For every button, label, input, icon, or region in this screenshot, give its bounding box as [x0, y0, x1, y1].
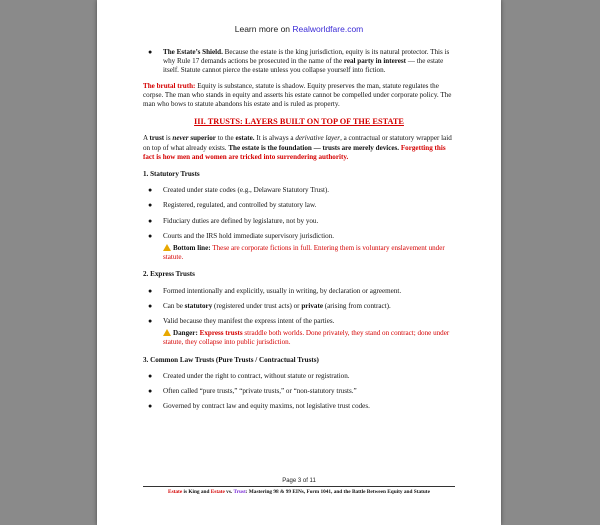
list-item-text: Often called “pure trusts,” “private trusts,” or “non-statutory trusts.” [163, 387, 357, 396]
list-item [143, 232, 455, 263]
list-item-text: Created under state codes (e.g., Delaware Statutory Trust). [163, 186, 330, 195]
text: is [164, 134, 173, 143]
page-number: Page 3 of 11 [282, 478, 316, 484]
bullet-dot: ● [148, 371, 153, 380]
bullet-bold: real party in interest [343, 57, 407, 66]
text: Estate [210, 489, 225, 495]
bullet-dot: ● [148, 286, 153, 295]
bullet-dot: ● [148, 216, 153, 225]
list-item [143, 317, 455, 348]
header-link[interactable]: Realworldfare.com [292, 24, 364, 34]
list-item [143, 186, 455, 195]
list-item-text: Fiduciary duties are defined by legislature, not by you. [163, 216, 319, 225]
danger-bold: Express trusts [197, 329, 243, 338]
document-page [97, 0, 501, 525]
list-item [143, 287, 455, 296]
bullet-dot: ● [148, 317, 153, 326]
note-label: Bottom line: [173, 244, 211, 253]
page-header [97, 24, 501, 34]
list-item-text: Created under the right to contract, without statute or registration. [163, 371, 350, 380]
brutal-truth-label: The brutal truth: [143, 81, 196, 90]
bottom-line-note [163, 244, 455, 262]
text: derivative layer [295, 134, 341, 143]
text: trust [149, 134, 165, 143]
text: : Mastering 98 & 99 EINs, Form 1041, and the Battle Between Equity and Statute [245, 489, 430, 495]
danger-label: Danger: [173, 329, 198, 338]
text: statutory [184, 301, 213, 310]
brutal-truth-paragraph [143, 82, 455, 110]
text: , a contractual or statutory wrapper laid on top of what already exists. [143, 134, 452, 152]
bullet-dot: ● [148, 301, 153, 310]
text: Trust [233, 489, 246, 495]
footer-title [97, 489, 501, 495]
text: never [172, 134, 189, 143]
list-item-text: Courts and the IRS hold immediate supervisory jurisdiction. [163, 231, 335, 240]
list-item-text: Registered, regulated, and controlled by statutory law. [163, 201, 317, 210]
header-prefix: Learn more on [234, 24, 293, 34]
section-title: III. TRUSTS: LAYERS BUILT ON TOP OF THE ESTATE [194, 117, 404, 127]
text: The estate is the foundation — trusts are merely devices. [228, 143, 400, 152]
list-item [143, 302, 455, 311]
bullet-text: Because the estate is the king jurisdiction, equity is its natural protector. This is why Rule 17 demands actions be prosecuted in the name of the [163, 48, 450, 66]
footer-divider [143, 486, 455, 487]
bullet-dot: ● [148, 387, 153, 396]
list-item-text: Governed by contract law and equity maxims, not legislative trust codes. [163, 402, 370, 411]
bullet-dot: ● [148, 231, 153, 240]
list-item [143, 387, 455, 396]
bullet-title: The Estate’s Shield. [163, 48, 223, 56]
note-text: These are corporate fictions in full. Entering them is voluntary enslavement under statute. [163, 244, 445, 262]
express-heading: 2. Express Trusts [143, 270, 195, 279]
list-item [143, 201, 455, 210]
text: Forgetting this fact is how men and women are tricked into surrendering authority. [143, 143, 446, 161]
text: A [143, 134, 150, 143]
brutal-truth-text: Equity is substance, statute is shadow. Equity preserves the man, statute regulates the corpse. The man who stands in equity and asserts his estate cannot be compelled under corporate policy. The man who bows to statute abandons his estate and is ruled as property. [143, 81, 452, 109]
list-item [143, 402, 455, 411]
statutory-heading: 1. Statutory Trusts [143, 170, 200, 179]
text: to the [215, 134, 236, 143]
common-law-heading: 3. Common Law Trusts (Pure Trusts / Contractual Trusts) [143, 355, 319, 364]
text: (arising from contract). [322, 301, 391, 310]
list-item [143, 48, 455, 76]
text: private [301, 301, 323, 310]
text: superior [188, 134, 216, 143]
bullet-dot: ● [148, 402, 153, 411]
bullet-dot: ● [148, 186, 153, 195]
bullet-text: — the estate itself. Statute cannot pierce the estate unless you collapse yourself into fiction. [163, 57, 444, 75]
list-item [143, 372, 455, 381]
list-item [143, 217, 455, 226]
text: It is always a [254, 134, 296, 143]
intro-paragraph [143, 134, 455, 162]
warning-icon [163, 244, 171, 251]
danger-text: straddle both worlds. Done privately, they stand on contract; done under statute, they collapse into public jurisdiction. [163, 329, 450, 347]
page-content [143, 48, 455, 417]
bullet-dot: ● [148, 48, 153, 56]
list-item-text: Formed intentionally and explicitly, usually in writing, by declaration or agreement. [163, 286, 402, 295]
text: vs. [224, 489, 234, 495]
text: estate. [235, 134, 255, 143]
warning-icon [163, 329, 171, 336]
text: Can be [163, 301, 185, 310]
text: Estate [168, 489, 183, 495]
text: (registered under trust acts) or [212, 301, 302, 310]
bullet-dot: ● [148, 201, 153, 210]
list-item-text: Valid because they manifest the express intent of the parties. [163, 317, 335, 326]
text: is King and [182, 489, 211, 495]
danger-note [163, 329, 455, 347]
